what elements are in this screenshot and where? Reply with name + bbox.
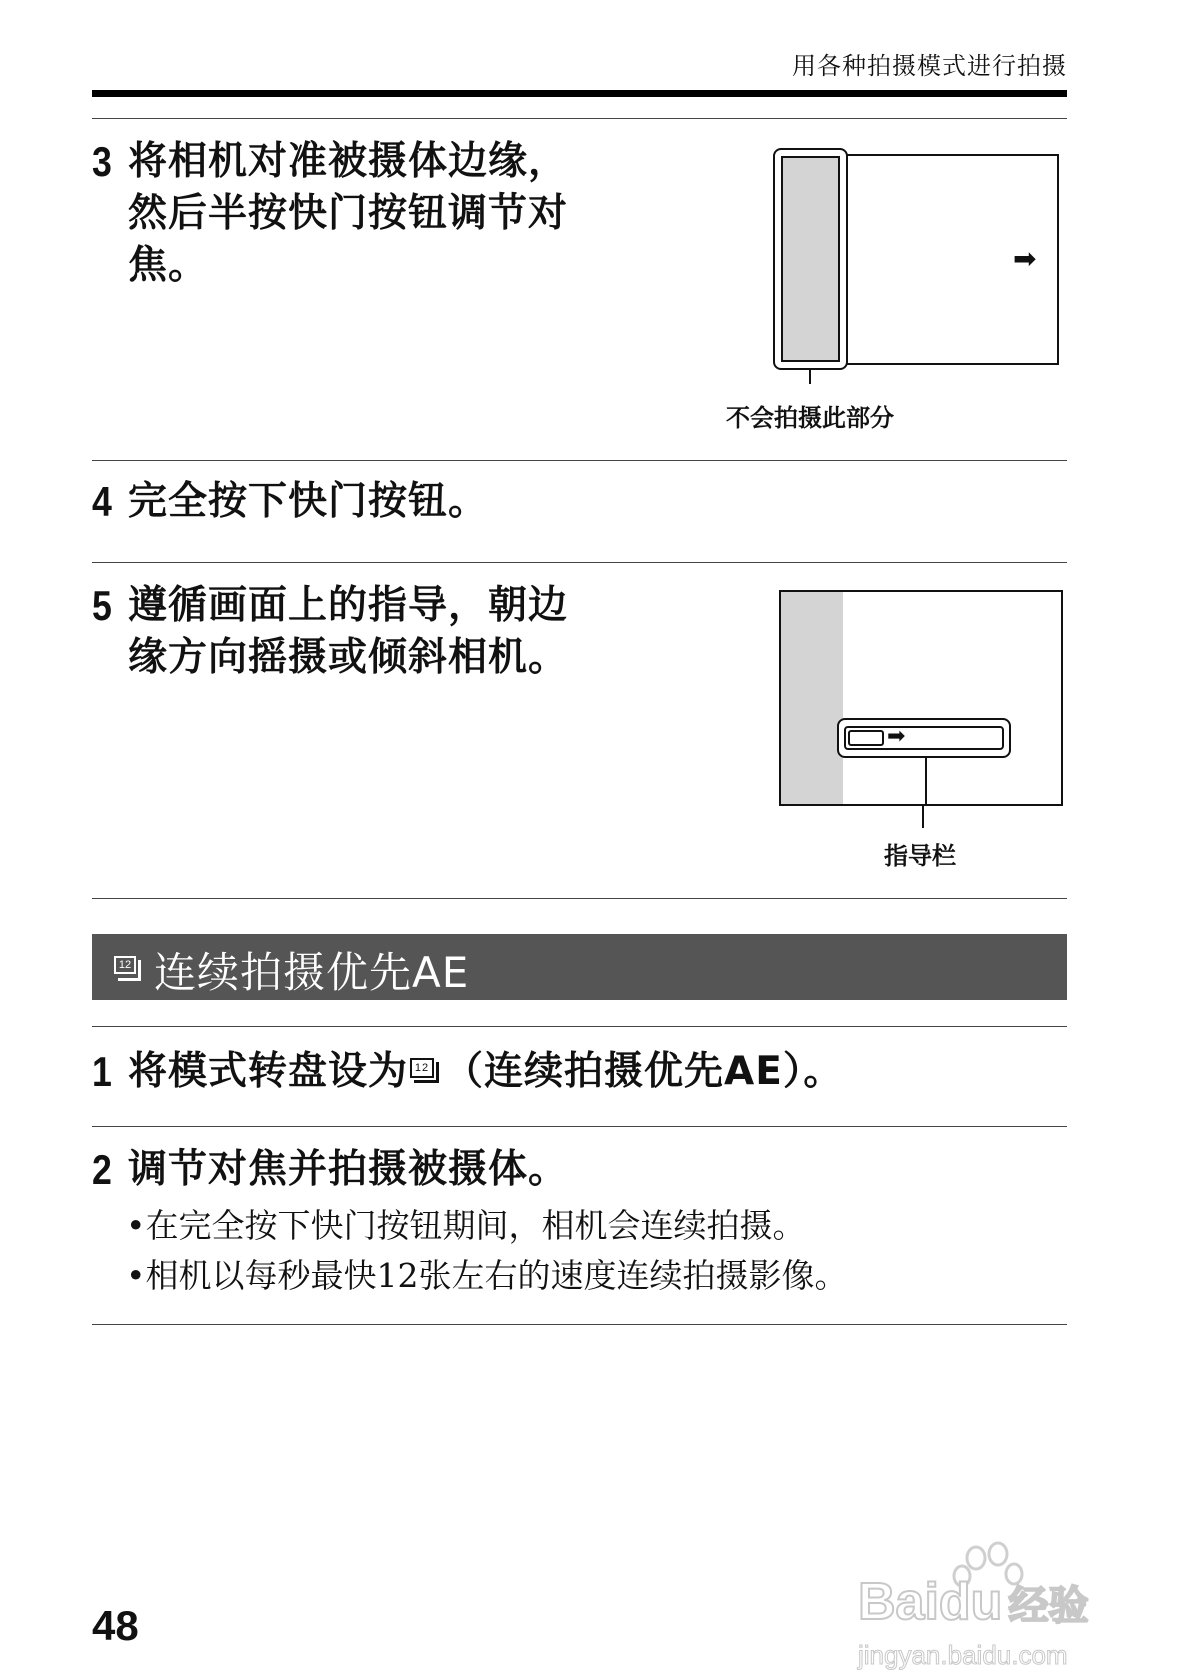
section-header-bar <box>92 934 1067 1000</box>
divider <box>92 562 1067 563</box>
watermark-product: 经验 <box>1008 1584 1089 1628</box>
icon-stack-line <box>436 1062 439 1082</box>
bottom-step-1-text <box>128 1046 843 1098</box>
bullet-text: 在完全按下快门按钮期间，相机会连续拍摄。 <box>145 1206 806 1245</box>
bottom-step-2-number: 2 <box>92 1146 112 1193</box>
watermark-brand <box>858 1572 1088 1632</box>
arrow-right-icon: ➡ <box>1013 242 1037 275</box>
step-5-line-2: 缘方向摇摄或倾斜相机。 <box>128 635 569 680</box>
running-header: 用各种拍摄模式进行拍摄 <box>792 52 1067 80</box>
step-5-text <box>128 580 568 684</box>
bullet-item: •在完全按下快门按钮期间，相机会连续拍摄。 <box>126 1206 806 1245</box>
bottom-step-1-after: （连续拍摄优先AE）。 <box>444 1049 844 1094</box>
leader-line <box>809 370 811 384</box>
section-title: 连续拍摄优先AE <box>154 948 470 997</box>
bottom-step-1-number: 1 <box>92 1048 112 1095</box>
bullet-item: •相机以每秒最快12张左右的速度连续拍摄影像。 <box>126 1256 848 1295</box>
step-3-line-1: 将相机对准被摄体边缘， <box>128 139 569 184</box>
shaded-edge-area <box>781 156 840 362</box>
leader-line <box>922 806 924 828</box>
icon-stack-line <box>118 978 141 981</box>
fig1-caption: 不会拍摄此部分 <box>726 404 894 432</box>
figure-unshot-edge <box>773 148 1062 368</box>
divider <box>92 898 1067 899</box>
bottom-step-1-before: 将模式转盘设为 <box>128 1049 409 1094</box>
divider <box>92 1324 1067 1325</box>
step-3-line-3: 焦。 <box>128 243 209 288</box>
step-5-line-1: 遵循画面上的指导，朝边 <box>128 583 569 628</box>
figure-guide-bar <box>779 590 1063 806</box>
icon-stack-line <box>138 960 141 980</box>
divider <box>92 118 1067 119</box>
step-3-text <box>128 136 568 292</box>
divider <box>92 1126 1067 1127</box>
edge-highlight-box <box>773 148 848 370</box>
fig2-caption: 指导栏 <box>884 842 956 870</box>
step-4-number: 4 <box>92 478 112 525</box>
step-5-number: 5 <box>92 582 112 629</box>
continuous-shooting-icon: 12 <box>114 956 144 982</box>
guide-bar <box>837 718 1011 758</box>
icon-stack-line <box>414 1080 439 1083</box>
guide-bar-indicator <box>848 730 884 746</box>
divider <box>92 1026 1067 1027</box>
header-rule <box>92 90 1067 97</box>
step-3-line-2: 然后半按快门按钮调节对 <box>128 191 569 236</box>
bottom-step-2-text: 调节对焦并拍摄被摄体。 <box>128 1147 569 1192</box>
watermark-url: jingyan.baidu.com <box>858 1640 1068 1670</box>
shaded-edge-area <box>781 592 843 804</box>
page-number: 48 <box>92 1602 139 1649</box>
arrow-right-icon: ➡ <box>887 724 906 749</box>
step-3-number: 3 <box>92 138 112 185</box>
watermark-brand-text: Bai <box>858 1573 939 1631</box>
divider <box>92 460 1067 461</box>
watermark-brand-suffix: du <box>938 1573 1003 1631</box>
step-4-text: 完全按下快门按钮。 <box>128 479 489 524</box>
continuous-shooting-icon: 12 <box>408 1056 444 1086</box>
bullet-text: 相机以每秒最快12张左右的速度连续拍摄影像。 <box>145 1256 848 1295</box>
leader-line <box>925 758 927 806</box>
